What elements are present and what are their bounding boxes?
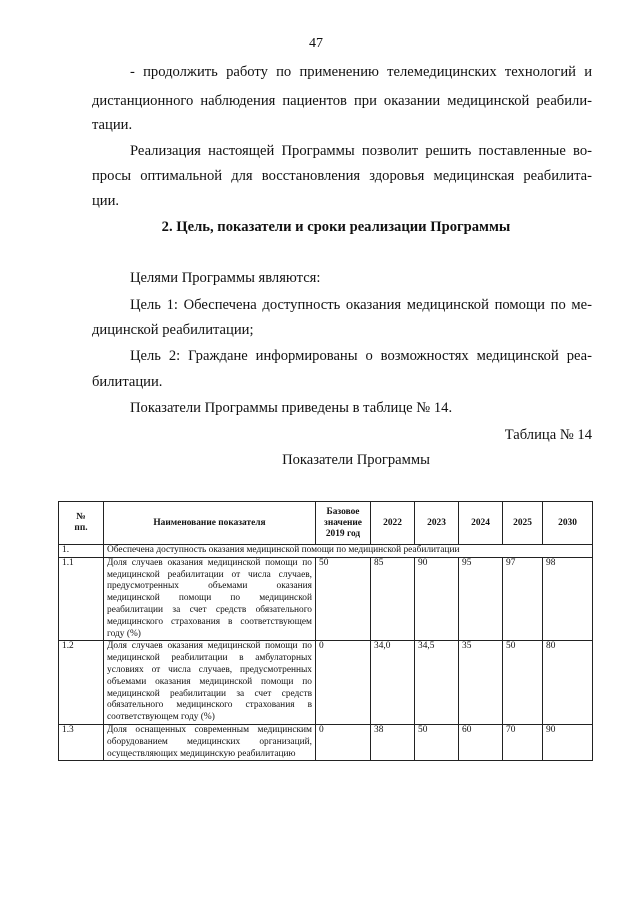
goal-1-line: дицинской реабилитации;	[92, 322, 254, 338]
paragraph-line: - продолжить работу по применению телемедицинских технологий и	[130, 64, 592, 80]
paragraph-line: тации.	[92, 117, 133, 133]
row-num-cell: 1.1	[59, 557, 104, 641]
goal-text-cell: Обеспечена доступность оказания медицинской помощи по медицинской реабилитации	[104, 545, 593, 558]
header-num-line: №	[76, 512, 86, 522]
table-header-row	[59, 502, 593, 545]
row-2024-cell: 60	[459, 724, 503, 760]
header-name: Наименование показателя	[104, 502, 316, 545]
paragraph-line: Реализация настоящей Программы позволит решить поставленные во-	[130, 143, 592, 159]
header-2023: 2023	[415, 502, 459, 545]
table-goal-row	[59, 545, 593, 558]
row-base-cell: 0	[316, 724, 371, 760]
table-row	[59, 641, 593, 725]
row-name-cell: Доля случаев оказания медицинской помощи по медицинской реабилитации от числа случаев, предусмотренных объемами оказания медицинской помощи по медицинской реабилитации за счет средств обязательного медицинского страхования в соответствующем году (%)	[104, 557, 316, 641]
header-base-line: значение	[324, 517, 362, 528]
header-2024: 2024	[459, 502, 503, 545]
row-2025-cell: 70	[503, 724, 543, 760]
row-name-cell: Доля оснащенных современным медицинским оборудованием медицинских организаций, осуществляющих медицинскую реабилитацию	[104, 724, 316, 760]
row-2025-cell: 50	[503, 641, 543, 725]
row-2022-cell: 38	[371, 724, 415, 760]
table-row	[59, 557, 593, 641]
table-reference: Показатели Программы приведены в таблице № 14.	[130, 400, 453, 416]
goals-intro: Целями Программы являются:	[130, 270, 321, 286]
paragraph-line: ции.	[92, 193, 120, 209]
table-label: Таблица № 14	[504, 427, 592, 443]
page-number: 47	[309, 36, 323, 51]
row-2030-cell: 98	[543, 557, 593, 641]
row-2024-cell: 35	[459, 641, 503, 725]
row-2030-cell: 80	[543, 641, 593, 725]
indicators-table	[58, 501, 593, 761]
row-name-cell: Доля случаев оказания медицинской помощи по медицинской реабилитации в амбулаторных условиях от числа случаев, предусмотренных объемами оказания медицинской помощи по медицинской реабилитации за счет средств обязательного медицинского страхования в соответствующем году (%)	[104, 641, 316, 725]
goal-2-line: Цель 2: Граждане информированы о возможностях медицинской реа-	[130, 348, 592, 364]
row-2024-cell: 95	[459, 557, 503, 641]
row-2022-cell: 34,0	[371, 641, 415, 725]
goal-2-line: билитации.	[92, 374, 163, 390]
row-num-cell: 1.3	[59, 724, 104, 760]
header-base-line: Базовое	[326, 506, 360, 517]
row-base-cell: 50	[316, 557, 371, 641]
header-base-line: 2019 год	[325, 528, 361, 539]
table-row	[59, 724, 593, 760]
header-2022: 2022	[371, 502, 415, 545]
header-base	[316, 502, 371, 545]
table-title: Показатели Программы	[282, 452, 430, 468]
paragraph-line: дистанционного наблюдения пациентов при оказании медицинской реабили-	[92, 93, 592, 109]
header-2030: 2030	[543, 502, 593, 545]
goal-num-cell: 1.	[59, 545, 104, 558]
section-heading: 2. Цель, показатели и сроки реализации Программы	[161, 219, 511, 235]
header-2025: 2025	[503, 502, 543, 545]
header-num-line: пп.	[74, 523, 88, 533]
row-2023-cell: 50	[415, 724, 459, 760]
row-base-cell: 0	[316, 641, 371, 725]
row-2023-cell: 34,5	[415, 641, 459, 725]
header-num	[59, 502, 104, 545]
row-num-cell: 1.2	[59, 641, 104, 725]
paragraph-line: просы оптимальной для восстановления здоровья медицинская реабилита-	[92, 168, 592, 184]
row-2022-cell: 85	[371, 557, 415, 641]
row-2025-cell: 97	[503, 557, 543, 641]
goal-1-line: Цель 1: Обеспечена доступность оказания медицинской помощи по ме-	[130, 297, 592, 313]
row-2023-cell: 90	[415, 557, 459, 641]
row-2030-cell: 90	[543, 724, 593, 760]
